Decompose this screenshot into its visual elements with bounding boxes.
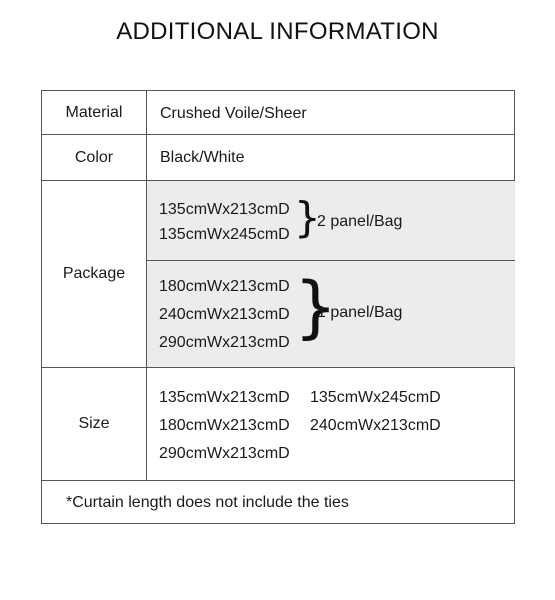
- color-value: Black/White: [160, 149, 245, 166]
- package-qty: 2 panel/Bag: [317, 213, 403, 230]
- footnote: *Curtain length does not include the ties: [66, 494, 349, 511]
- brace-icon: }: [294, 193, 321, 242]
- package-size: 135cmWx213cmD: [159, 201, 290, 218]
- package-label: Package: [42, 181, 147, 367]
- page-title: ADDITIONAL INFORMATION: [116, 18, 439, 45]
- brace-icon: }: [294, 268, 338, 347]
- size-value: 180cmWx213cmD: [159, 417, 290, 434]
- package-qty: 1 panel/Bag: [317, 304, 403, 321]
- package-size: 135cmWx245cmD: [159, 226, 290, 243]
- package-size: 240cmWx213cmD: [159, 306, 290, 323]
- size-row: [42, 368, 514, 481]
- package-size: 290cmWx213cmD: [159, 334, 290, 351]
- material-label: Material: [42, 91, 147, 134]
- material-value: Crushed Voile/Sheer: [160, 105, 307, 122]
- size-value: 290cmWx213cmD: [159, 445, 290, 462]
- size-value: 240cmWx213cmD: [310, 417, 441, 434]
- size-label: Size: [42, 368, 147, 480]
- info-table: [41, 90, 515, 524]
- material-row: [42, 91, 514, 135]
- color-label: Color: [42, 135, 147, 180]
- size-value: 135cmWx245cmD: [310, 389, 441, 406]
- size-value: 135cmWx213cmD: [159, 389, 290, 406]
- color-row: [42, 135, 514, 181]
- package-size: 180cmWx213cmD: [159, 278, 290, 295]
- package-row: [42, 181, 514, 368]
